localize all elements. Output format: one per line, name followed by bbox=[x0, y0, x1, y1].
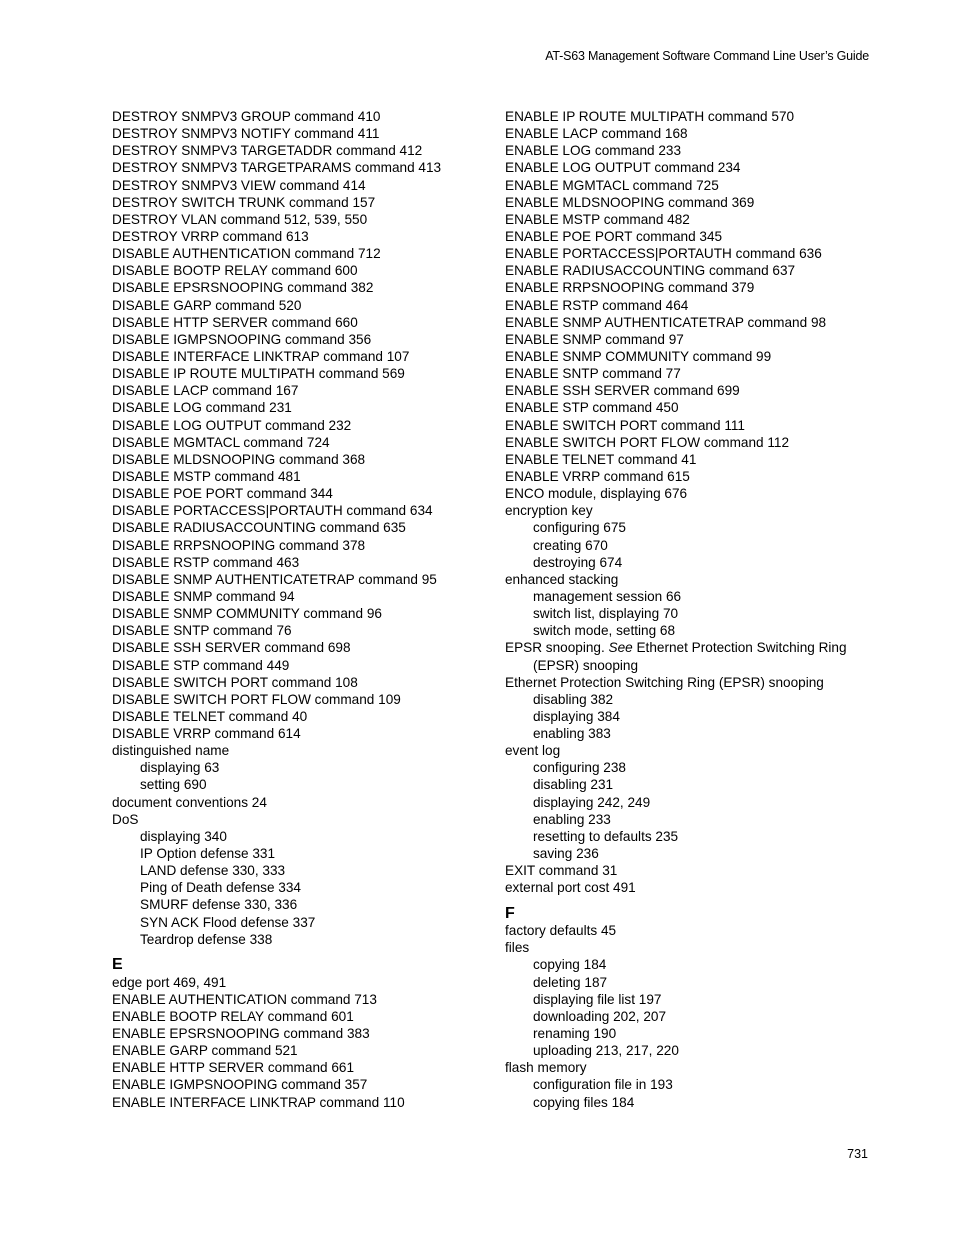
index-entry: ENABLE GARP command 521 bbox=[112, 1043, 298, 1059]
index-entry: DISABLE GARP command 520 bbox=[112, 297, 302, 313]
index-entry: DISABLE SWITCH PORT command 108 bbox=[112, 674, 358, 690]
index-subentry: enabling 233 bbox=[533, 811, 611, 827]
index-subentry: destroying 674 bbox=[533, 554, 623, 570]
index-entry: DISABLE AUTHENTICATION command 712 bbox=[112, 246, 381, 262]
index-subentry: displaying 63 bbox=[140, 760, 220, 776]
index-subentry: copying 184 bbox=[533, 957, 607, 973]
index-section-letter: F bbox=[505, 904, 515, 922]
index-subentry: displaying file list 197 bbox=[533, 991, 662, 1007]
index-entry: DISABLE IGMPSNOOPING command 356 bbox=[112, 331, 372, 347]
index-entry: ENABLE PORTACCESS|PORTAUTH command 636 bbox=[505, 246, 822, 262]
index-entry: ENABLE STP command 450 bbox=[505, 400, 679, 416]
index-entry-text: EPSR snooping. bbox=[505, 640, 609, 656]
index-subentry: displaying 242, 249 bbox=[533, 794, 651, 810]
index-section-letter: E bbox=[112, 956, 123, 974]
index-subentry: creating 670 bbox=[533, 537, 608, 553]
index-subentry: disabling 231 bbox=[533, 777, 614, 793]
index-entry: DoS bbox=[112, 811, 139, 827]
index-entry: DISABLE SWITCH PORT FLOW command 109 bbox=[112, 691, 401, 707]
index-entry: DISABLE SSH SERVER command 698 bbox=[112, 640, 351, 656]
index-entry: ENABLE SNMP command 97 bbox=[505, 331, 684, 347]
index-subentry: copying files 184 bbox=[533, 1094, 635, 1110]
index-entry: DISABLE RRPSNOOPING command 378 bbox=[112, 537, 366, 553]
index-subentry: renaming 190 bbox=[533, 1025, 617, 1041]
index-entry: DISABLE MLDSNOOPING command 368 bbox=[112, 451, 366, 467]
index-entry: distinguished name bbox=[112, 743, 230, 759]
index-entry: edge port 469, 491 bbox=[112, 974, 227, 990]
index-entry: DESTROY VRRP command 613 bbox=[112, 228, 309, 244]
index-entry: DISABLE IP ROUTE MULTIPATH command 569 bbox=[112, 366, 405, 382]
see-reference: See bbox=[608, 640, 633, 656]
index-entry: DISABLE EPSRSNOOPING command 382 bbox=[112, 280, 374, 296]
index-subentry: disabling 382 bbox=[533, 691, 614, 707]
index-subentry: SMURF defense 330, 336 bbox=[140, 897, 298, 913]
index-entry: DISABLE MGMTACL command 724 bbox=[112, 434, 330, 450]
index-subentry: LAND defense 330, 333 bbox=[140, 863, 286, 879]
index-entry: ENABLE SWITCH PORT FLOW command 112 bbox=[505, 434, 790, 450]
index-entry: DESTROY SWITCH TRUNK command 157 bbox=[112, 194, 376, 210]
index-entry: DISABLE INTERFACE LINKTRAP command 107 bbox=[112, 348, 410, 364]
index-entry: DISABLE SNMP COMMUNITY command 96 bbox=[112, 606, 382, 622]
index-entry: DESTROY SNMPV3 TARGETPARAMS command 413 bbox=[112, 160, 442, 176]
index-entry: Ethernet Protection Switching Ring (EPSR) snooping bbox=[505, 674, 824, 690]
index-entry: ENABLE SWITCH PORT command 111 bbox=[505, 417, 745, 433]
index-subentry: displaying 340 bbox=[140, 828, 227, 844]
index-subentry: resetting to defaults 235 bbox=[533, 828, 679, 844]
index-column-right bbox=[505, 108, 875, 1111]
index-entry: enhanced stacking bbox=[505, 571, 619, 587]
index-subentry: Ping of Death defense 334 bbox=[140, 880, 301, 896]
index-entry: DISABLE SNMP AUTHENTICATETRAP command 95 bbox=[112, 571, 437, 587]
index-entry: DESTROY SNMPV3 VIEW command 414 bbox=[112, 177, 366, 193]
index-subentry: setting 690 bbox=[140, 777, 207, 793]
index-entry: external port cost 491 bbox=[505, 880, 636, 896]
index-entry: files bbox=[505, 940, 530, 956]
index-entry: ENABLE LOG command 233 bbox=[505, 143, 682, 159]
index-entry: ENABLE BOOTP RELAY command 601 bbox=[112, 1008, 354, 1024]
index-entry: ENABLE MSTP command 482 bbox=[505, 211, 690, 227]
index-entry bbox=[505, 639, 875, 656]
index-subentry: IP Option defense 331 bbox=[140, 846, 276, 862]
index-entry: DISABLE MSTP command 481 bbox=[112, 468, 301, 484]
index-subentry: switch mode, setting 68 bbox=[533, 623, 676, 639]
index-entry: DISABLE TELNET command 40 bbox=[112, 708, 308, 724]
index-entry: DISABLE PORTACCESS|PORTAUTH command 634 bbox=[112, 503, 433, 519]
index-entry: ENABLE MGMTACL command 725 bbox=[505, 177, 719, 193]
index-entry: DISABLE RSTP command 463 bbox=[112, 554, 300, 570]
index-subentry: Teardrop defense 338 bbox=[140, 931, 273, 947]
index-subentry: configuring 675 bbox=[533, 520, 626, 536]
index-subentry: SYN ACK Flood defense 337 bbox=[140, 914, 316, 930]
index-entry: ENABLE IP ROUTE MULTIPATH command 570 bbox=[505, 109, 795, 124]
index-entry: DISABLE RADIUSACCOUNTING command 635 bbox=[112, 520, 406, 536]
index-entry: ENABLE INTERFACE LINKTRAP command 110 bbox=[112, 1094, 405, 1110]
index-entry: DISABLE HTTP SERVER command 660 bbox=[112, 314, 358, 330]
index-subentry: configuration file in 193 bbox=[533, 1077, 673, 1093]
index-entry: ENABLE LOG OUTPUT command 234 bbox=[505, 160, 741, 176]
index-entry: ENCO module, displaying 676 bbox=[505, 486, 688, 502]
index-entry: ENABLE RRPSNOOPING command 379 bbox=[505, 280, 755, 296]
index-entry: ENABLE SNMP AUTHENTICATETRAP command 98 bbox=[505, 314, 827, 330]
index-entry: event log bbox=[505, 743, 561, 759]
index-entry: EXIT command 31 bbox=[505, 863, 618, 879]
index-entry: DISABLE POE PORT command 344 bbox=[112, 486, 333, 502]
index-entry: ENABLE EPSRSNOOPING command 383 bbox=[112, 1025, 370, 1041]
see-target: Ethernet Protection Switching Ring bbox=[632, 640, 847, 656]
index-entry: ENABLE VRRP command 615 bbox=[505, 468, 690, 484]
index-entry: DISABLE SNMP command 94 bbox=[112, 588, 295, 604]
index-entry: DESTROY SNMPV3 GROUP command 410 bbox=[112, 109, 381, 124]
index-entry: DESTROY SNMPV3 NOTIFY command 411 bbox=[112, 126, 380, 142]
page-number: 731 bbox=[847, 1147, 868, 1161]
index-entry: ENABLE SNMP COMMUNITY command 99 bbox=[505, 348, 772, 364]
index-column-left bbox=[112, 108, 482, 1111]
index-entry: ENABLE TELNET command 41 bbox=[505, 451, 697, 467]
index-entry: flash memory bbox=[505, 1060, 587, 1076]
index-subentry: saving 236 bbox=[533, 846, 599, 862]
index-entry: ENABLE RSTP command 464 bbox=[505, 297, 689, 313]
index-entry: DESTROY SNMPV3 TARGETADDR command 412 bbox=[112, 143, 423, 159]
index-subentry: displaying 384 bbox=[533, 708, 620, 724]
index-entry: ENABLE SSH SERVER command 699 bbox=[505, 383, 740, 399]
index-subentry: configuring 238 bbox=[533, 760, 626, 776]
index-entry: DISABLE LOG OUTPUT command 232 bbox=[112, 417, 352, 433]
index-entry: ENABLE IGMPSNOOPING command 357 bbox=[112, 1077, 368, 1093]
index-entry: ENABLE SNTP command 77 bbox=[505, 366, 681, 382]
index-subentry: enabling 383 bbox=[533, 726, 611, 742]
index-entry: DISABLE LACP command 167 bbox=[112, 383, 299, 399]
index-subentry: deleting 187 bbox=[533, 974, 608, 990]
index-entry: DISABLE VRRP command 614 bbox=[112, 726, 301, 742]
index-entry: ENABLE HTTP SERVER command 661 bbox=[112, 1060, 355, 1076]
index-subentry: switch list, displaying 70 bbox=[533, 606, 679, 622]
index-entry: document conventions 24 bbox=[112, 794, 267, 810]
index-entry: DESTROY VLAN command 512, 539, 550 bbox=[112, 211, 368, 227]
index-entry: ENABLE AUTHENTICATION command 713 bbox=[112, 991, 377, 1007]
index-entry: DISABLE LOG command 231 bbox=[112, 400, 292, 416]
index-entry: ENABLE LACP command 168 bbox=[505, 126, 688, 142]
index-entry: DISABLE SNTP command 76 bbox=[112, 623, 292, 639]
index-subentry: uploading 213, 217, 220 bbox=[533, 1043, 679, 1059]
index-entry: ENABLE MLDSNOOPING command 369 bbox=[505, 194, 755, 210]
index-subentry: management session 66 bbox=[533, 588, 682, 604]
index-entry: ENABLE POE PORT command 345 bbox=[505, 228, 723, 244]
index-entry-continuation: (EPSR) snooping bbox=[533, 657, 639, 673]
index-entry: DISABLE BOOTP RELAY command 600 bbox=[112, 263, 358, 279]
running-header: AT-S63 Management Software Command Line User’s Guide bbox=[545, 49, 869, 63]
index-subentry: downloading 202, 207 bbox=[533, 1008, 667, 1024]
index-entry: ENABLE RADIUSACCOUNTING command 637 bbox=[505, 263, 796, 279]
index-entry: encryption key bbox=[505, 503, 593, 519]
index-entry: factory defaults 45 bbox=[505, 923, 617, 939]
index-entry: DISABLE STP command 449 bbox=[112, 657, 290, 673]
